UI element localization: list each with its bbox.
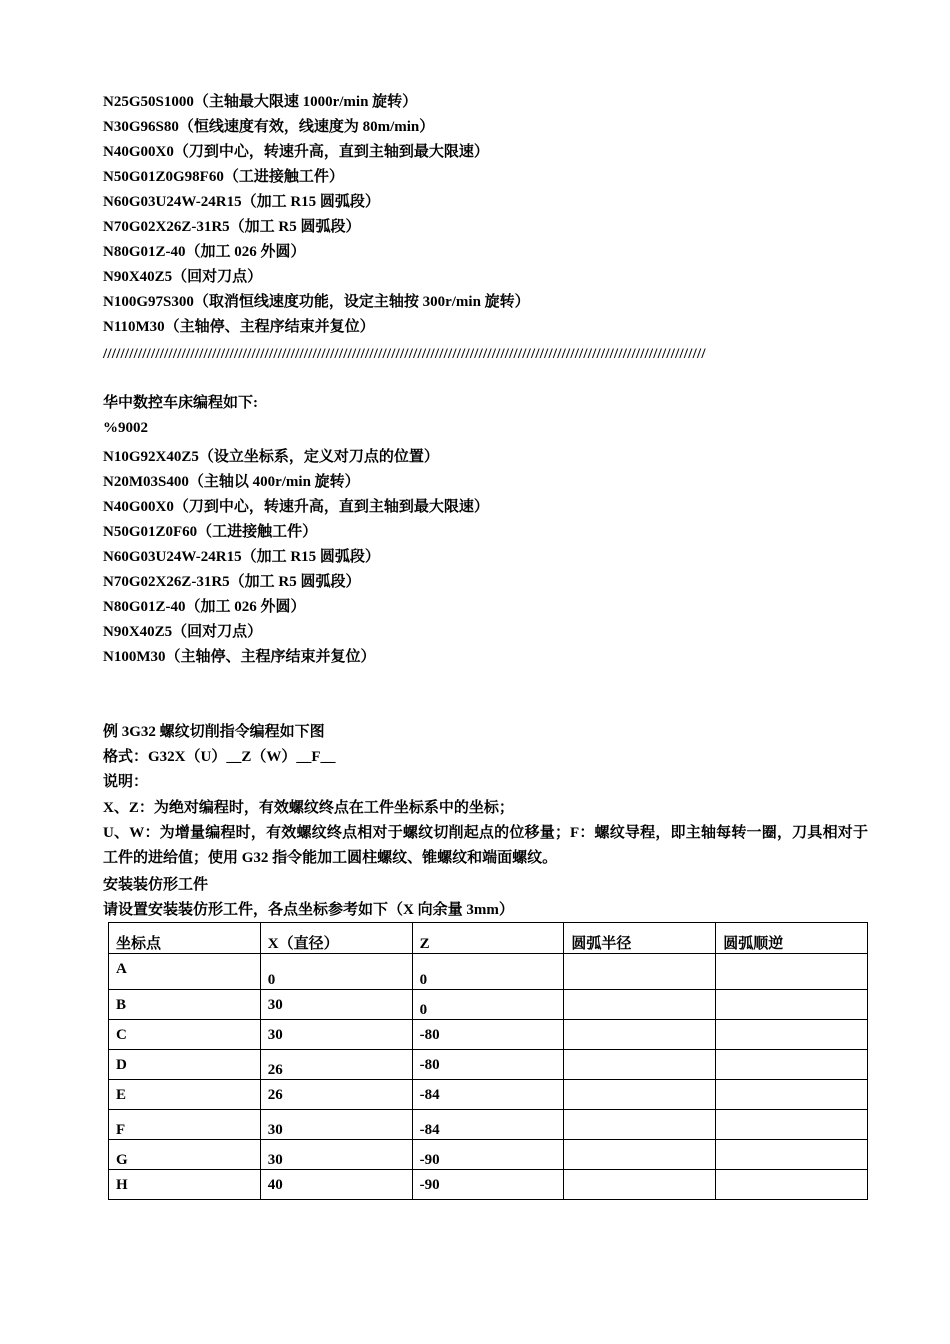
- cell-radius: [564, 1020, 716, 1050]
- cell-x: 40: [260, 1170, 412, 1200]
- table-row: [109, 1110, 868, 1140]
- cell-point: E: [109, 1080, 261, 1110]
- cell-radius: [564, 1140, 716, 1170]
- program1-line: N30G96S80（恒线速度有效，线速度为 80m/min）: [103, 119, 435, 135]
- cell-direction: [716, 1050, 868, 1080]
- header-x: X（直径）: [260, 923, 412, 954]
- program2-line: N80G01Z-40（加工 026 外圆）: [103, 599, 306, 615]
- cell-direction: [716, 1110, 868, 1140]
- cell-radius: [564, 1050, 716, 1080]
- cell-x: 26: [260, 1080, 412, 1110]
- table-row: [109, 954, 868, 990]
- table-row: [109, 1050, 868, 1080]
- cell-direction: [716, 990, 868, 1020]
- table-header-row: [109, 923, 868, 954]
- install-title: 安装装仿形工件: [103, 877, 209, 893]
- program1-line: N60G03U24W-24R15（加工 R15 圆弧段）: [103, 194, 380, 210]
- cell-point: B: [109, 990, 261, 1020]
- cell-x: 30: [260, 1020, 412, 1050]
- program1-line: N80G01Z-40（加工 026 外圆）: [103, 244, 306, 260]
- table-row: [109, 990, 868, 1020]
- cell-x: 26: [260, 1050, 412, 1080]
- cell-direction: [716, 1020, 868, 1050]
- cell-point: A: [109, 954, 261, 990]
- program1-line: N110M30（主轴停、主程序结束并复位）: [103, 319, 375, 335]
- program1-line: N25G50S1000（主轴最大限速 1000r/min 旋转）: [103, 94, 418, 110]
- table-row: [109, 1020, 868, 1050]
- table-row: [109, 1170, 868, 1200]
- coordinates-table: [108, 922, 868, 1200]
- slash-separator: //////////////////////////////////////////////////////////////////////////////////////////////////////////////////////////////////////////: [103, 346, 706, 362]
- cell-z: -80: [412, 1050, 564, 1080]
- uw-description: U、W：为增量编程时，有效螺纹终点相对于螺纹切削起点的位移量；F：螺纹导程，即主轴每转一圈，刀具相对于工件的进给值；使用 G32 指令能加工圆柱螺纹、锥螺纹和端面螺纹。: [103, 825, 868, 866]
- cell-x: 30: [260, 1140, 412, 1170]
- cell-x: 30: [260, 1110, 412, 1140]
- cell-direction: [716, 1080, 868, 1110]
- example-title: 例 3G32 螺纹切削指令编程如下图: [103, 724, 325, 740]
- cell-direction: [716, 1170, 868, 1200]
- program1-line: N50G01Z0G98F60（工进接触工件）: [103, 169, 344, 185]
- cell-radius: [564, 1170, 716, 1200]
- huazhong-heading: 华中数控车床编程如下:: [103, 395, 258, 411]
- cell-point: G: [109, 1140, 261, 1170]
- explanation-label: 说明：: [103, 774, 149, 790]
- table-row: [109, 1080, 868, 1110]
- cell-z: -84: [412, 1080, 564, 1110]
- cell-z: 0: [412, 990, 564, 1020]
- xz-description: X、Z：为绝对编程时，有效螺纹终点在工件坐标系中的坐标；: [103, 800, 514, 816]
- cell-z: -80: [412, 1020, 564, 1050]
- program1-line: N40G00X0（刀到中心，转速升高，直到主轴到最大限速）: [103, 144, 489, 160]
- cell-radius: [564, 1110, 716, 1140]
- cell-radius: [564, 1080, 716, 1110]
- table-row: [109, 1140, 868, 1170]
- program1-line: N100G97S300（取消恒线速度功能，设定主轴按 300r/min 旋转）: [103, 294, 530, 310]
- program2-line: N20M03S400（主轴以 400r/min 旋转）: [103, 474, 360, 490]
- program2-line: N50G01Z0F60（工进接触工件）: [103, 524, 318, 540]
- cell-point: D: [109, 1050, 261, 1080]
- cell-radius: [564, 954, 716, 990]
- format-line: 格式：G32X（U）__Z（W）__F__: [103, 749, 336, 765]
- program2-line: N60G03U24W-24R15（加工 R15 圆弧段）: [103, 549, 380, 565]
- cell-point: F: [109, 1110, 261, 1140]
- program2-line: N10G92X40Z5（设立坐标系，定义对刀点的位置）: [103, 449, 439, 465]
- program2-line: N70G02X26Z-31R5（加工 R5 圆弧段）: [103, 574, 361, 590]
- cell-direction: [716, 1140, 868, 1170]
- header-point: 坐标点: [109, 923, 261, 954]
- header-z: Z: [412, 923, 564, 954]
- cell-z: -84: [412, 1110, 564, 1140]
- program2-line: N90X40Z5（回对刀点）: [103, 624, 263, 640]
- cell-z: -90: [412, 1170, 564, 1200]
- header-direction: 圆弧顺逆: [716, 923, 868, 954]
- cell-radius: [564, 990, 716, 1020]
- cell-point: C: [109, 1020, 261, 1050]
- program2-line: N40G00X0（刀到中心，转速升高，直到主轴到最大限速）: [103, 499, 489, 515]
- cell-z: 0: [412, 954, 564, 990]
- cell-direction: [716, 954, 868, 990]
- cell-x: 30: [260, 990, 412, 1020]
- program1-line: N70G02X26Z-31R5（加工 R5 圆弧段）: [103, 219, 361, 235]
- cell-x: 0: [260, 954, 412, 990]
- program2-line: N100M30（主轴停、主程序结束并复位）: [103, 649, 376, 665]
- install-instruction: 请设置安装装仿形工件，各点坐标参考如下（X 向余量 3mm）: [103, 902, 514, 918]
- cell-z: -90: [412, 1140, 564, 1170]
- cell-point: H: [109, 1170, 261, 1200]
- program1-line: N90X40Z5（回对刀点）: [103, 269, 263, 285]
- header-radius: 圆弧半径: [564, 923, 716, 954]
- program-number: %9002: [103, 420, 148, 436]
